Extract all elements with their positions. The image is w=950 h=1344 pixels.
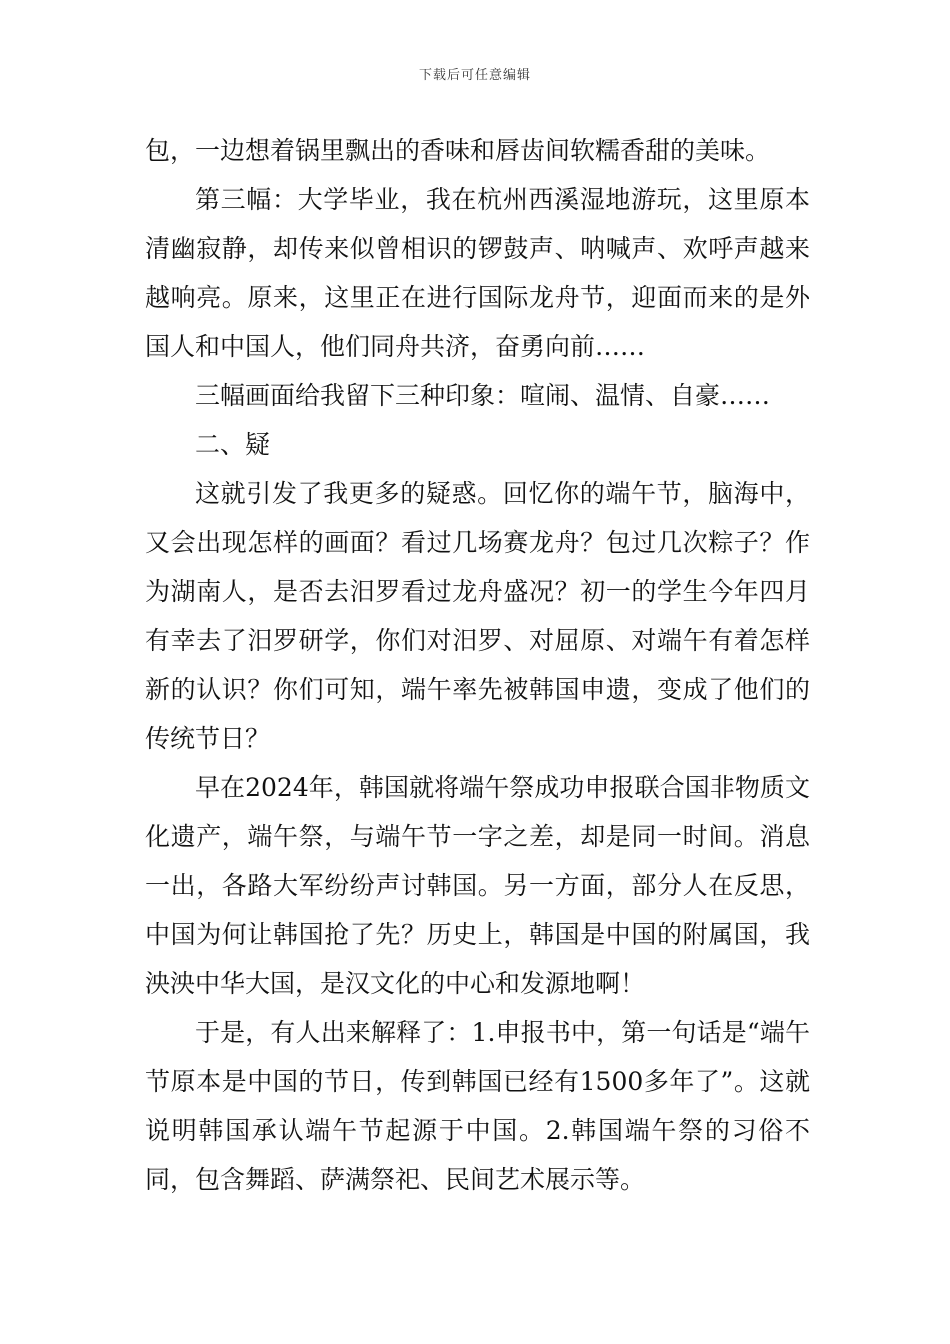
- section-heading-doubt: 二、疑: [195, 430, 271, 459]
- paragraph-third-scene: 第三幅：大学毕业，我在杭州西溪湿地游玩，这里原本清幽寂静，却传来似曾相识的锣鼓声、呐喊声、欢呼声越来越响亮。原来，这里正在进行国际龙舟节，迎面而来的是外国人和中国人，他们同舟共济，奋勇向前……: [145, 185, 810, 361]
- document-body: [145, 126, 810, 1204]
- paragraph-korea-heritage: 早在2024年，韩国就将端午祭成功申报联合国非物质文化遗产，端午祭，与端午节一字之差，却是同一时间。消息一出，各路大军纷纷声讨韩国。另一方面，部分人在反思，中国为何让韩国抢了先？历史上，韩国是中国的附属国，我泱泱中华大国，是汉文化的中心和发源地啊！: [145, 773, 810, 998]
- page-header-note: 下载后可任意编辑: [418, 68, 531, 83]
- paragraph-impressions: 三幅画面给我留下三种印象：喧闹、温情、自豪……: [195, 381, 771, 410]
- paragraph-questions: 这就引发了我更多的疑惑。回忆你的端午节，脑海中，又会出现怎样的画面？看过几场赛龙舟？包过几次粽子？作为湖南人，是否去汨罗看过龙舟盛况？初一的学生今年四月有幸去了汨罗研学，你们对汨罗、对屈原、对端午有着怎样新的认识？你们可知，端午率先被韩国申遗，变成了他们的传统节日？: [145, 479, 810, 753]
- paragraph-explanation: 于是，有人出来解释了：1.申报书中，第一句话是“端午节原本是中国的节日，传到韩国已经有1500多年了”。这就说明韩国承认端午节起源于中国。2.韩国端午祭的习俗不同，包含舞蹈、萨满祭祀、民间艺术展示等。: [145, 1018, 810, 1194]
- paragraph-continuation: 包，一边想着锅里飘出的香味和唇齿间软糯香甜的美味。: [145, 136, 771, 165]
